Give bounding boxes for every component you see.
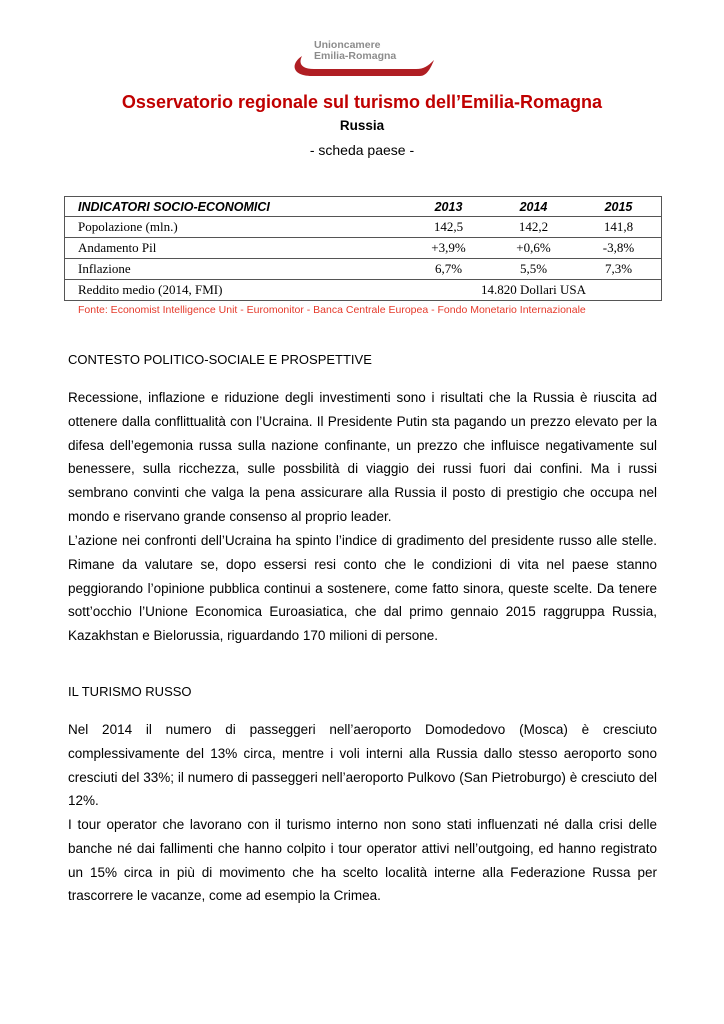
paragraph: L’azione nei confronti dell’Ucraina ha spinto l’indice di gradimento del presidente russo alle stelle. Rimane da valutare se, dopo essersi resi conto che le condizioni di vita nel paese stanno peggiorando l’opinione pubblica continui a sostenere, come fatto sinora, queste scelte. Da tenere sott’occhio l’Unione Economica Euroasiatica, che dal primo gennaio 2015 raggruppa Russia, Kazakhstan e Bielorussia, riguardando 170 milioni di persone. xyxy=(68,533,657,644)
table-row xyxy=(65,217,662,238)
table-row-income xyxy=(65,280,662,301)
paragraph: Recessione, inflazione e riduzione degli investimenti sono i risultati che la Russia è riuscita ad ottenere dalla conflittualità con l’Ucraina. Il Presidente Putin sta pagando un prezzo elevato per la difesa dell’egemonia russa sulla nazione confinante, un prezzo che influisce negativamente sul benessere, sulla ricchezza, sulle possbilità di viaggio dei russi fuori dai confini. Ma i russi sembrano convinti che valga la pena assicurare alla Russia il posto di prestigio che occupa nel mondo e riservano grande consenso al proprio leader. xyxy=(68,390,657,524)
table-row xyxy=(65,238,662,259)
table-cell: +0,6% xyxy=(491,238,576,259)
logo-line1: Unioncamere xyxy=(314,39,381,51)
logo-line2: Emilia-Romagna xyxy=(314,50,397,62)
paragraph: I tour operator che lavorano con il turismo interno non sono stati influenzati né dalla crisi delle banche né dai fallimenti che hanno colpito i tour operator attivi nell’outgoing, ed hanno registrato un 15% circa in più di movimento che ha scelto località interne alla Federazione Russa per trascorrere le vacanze, come ad esempio la Crimea. xyxy=(68,817,657,904)
column-header: 2014 xyxy=(491,197,576,217)
row-label: Andamento Pil xyxy=(65,238,407,259)
indicators-table xyxy=(64,196,662,301)
row-label: Popolazione (mln.) xyxy=(65,217,407,238)
table-cell: 7,3% xyxy=(576,259,662,280)
paragraph: Nel 2014 il numero di passeggeri nell’aeroporto Domodedovo (Mosca) è cresciuto complessivamente del 13% circa, mentre i voli interni alla Russia dallo stesso aeroporto sono cresciuti del 33%; il numero di passeggeri nell’aeroporto Pulkovo (San Pietroburgo) è cresciuto del 12%. xyxy=(68,722,657,809)
row-label: Inflazione xyxy=(65,259,407,280)
table-cell: 6,7% xyxy=(406,259,491,280)
table-cell: 5,5% xyxy=(491,259,576,280)
column-header: 2013 xyxy=(406,197,491,217)
unioncamere-logo xyxy=(288,36,438,86)
column-header: 2015 xyxy=(576,197,662,217)
column-header: INDICATORI SOCIO-ECONOMICI xyxy=(65,197,407,217)
row-label: Reddito medio (2014, FMI) xyxy=(65,280,407,301)
table-cell: 142,5 xyxy=(406,217,491,238)
document-subtitle: - scheda paese - xyxy=(309,142,415,158)
document-title: Osservatorio regionale sul turismo dell’Emilia-Romagna xyxy=(121,92,603,112)
table-header-row xyxy=(65,197,662,217)
table-cell: 142,2 xyxy=(491,217,576,238)
country-name: Russia xyxy=(339,118,385,133)
section-heading-politics: CONTESTO POLITICO-SOCIALE E PROSPETTIVE xyxy=(68,352,372,367)
income-value: 14.820 Dollari USA xyxy=(406,280,661,301)
table-row xyxy=(65,259,662,280)
table-cell: -3,8% xyxy=(576,238,662,259)
table-cell: 141,8 xyxy=(576,217,662,238)
section-heading-tourism: IL TURISMO RUSSO xyxy=(68,684,192,699)
table-source-note: Fonte: Economist Intelligence Unit - Euromonitor - Banca Centrale Europea - Fondo Monetario Internazionale xyxy=(78,304,586,316)
logo-text xyxy=(314,40,396,62)
table-cell: +3,9% xyxy=(406,238,491,259)
